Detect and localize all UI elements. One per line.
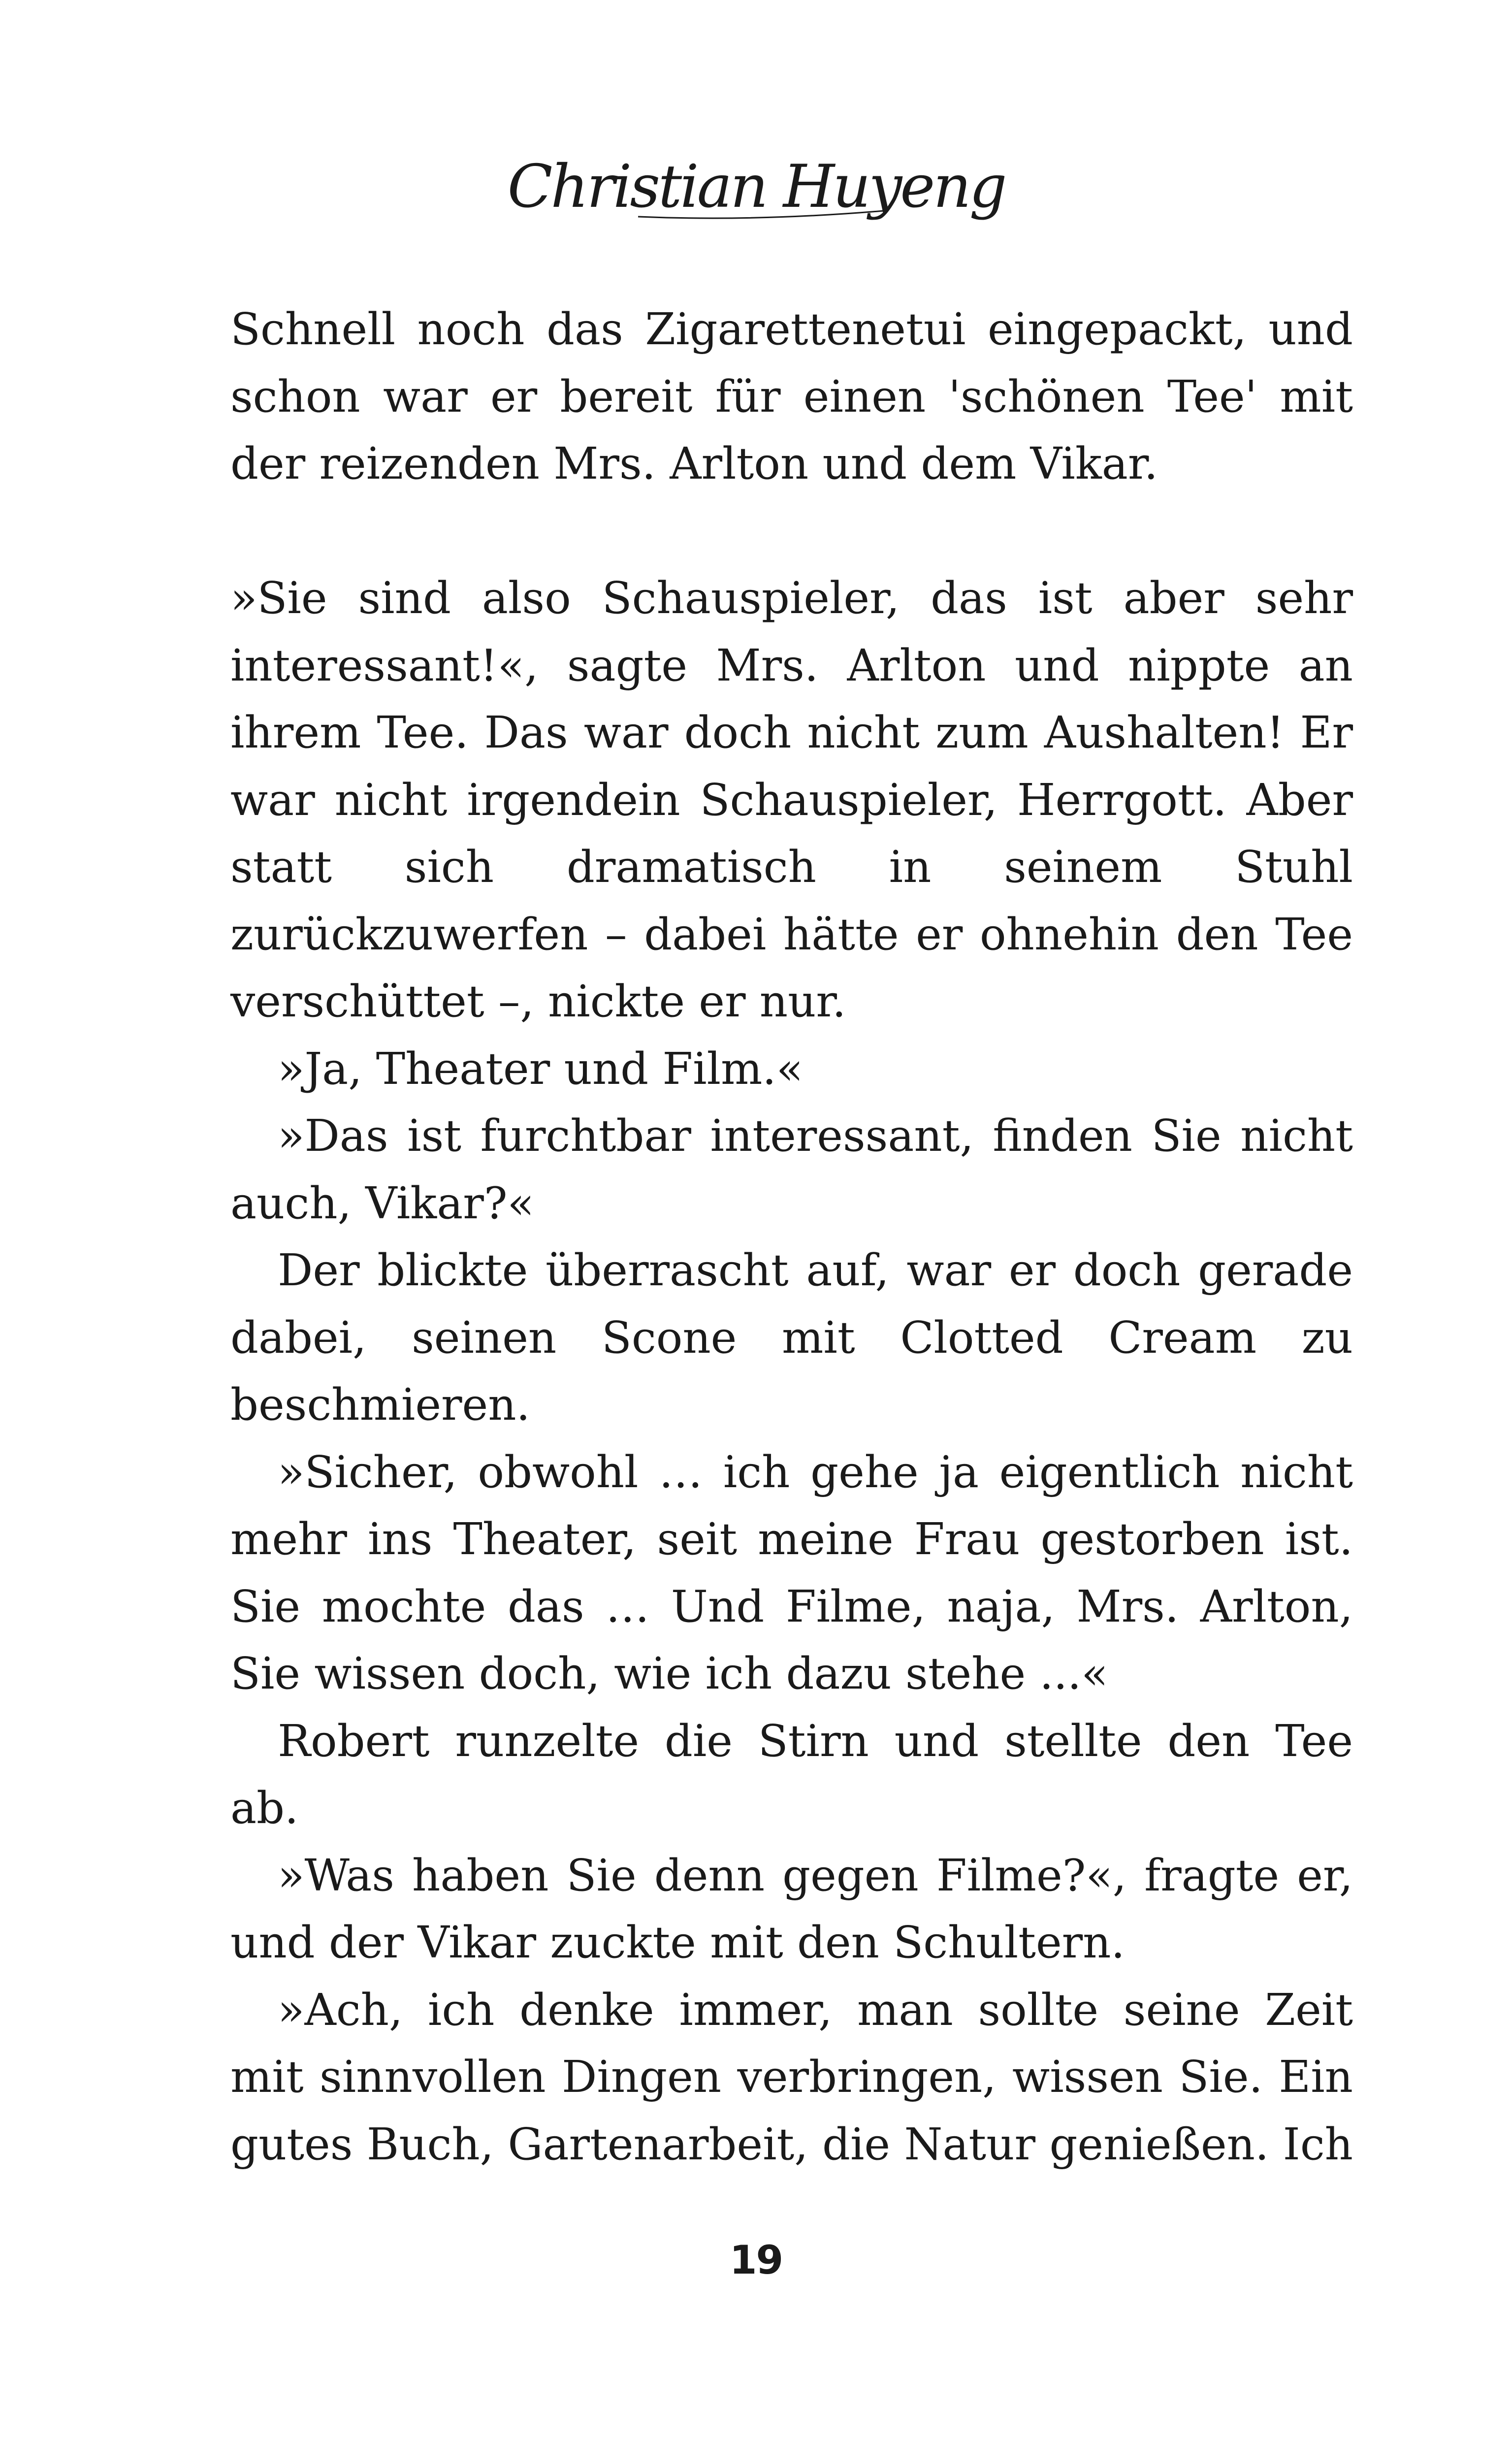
signature-logo — [507, 148, 1005, 231]
signature-text: Christian Huyeng — [507, 153, 1005, 221]
page-number: 19 — [729, 2237, 783, 2283]
paragraph-3: »Ja, Theater und Film.« — [278, 1042, 804, 1094]
page-body-text — [230, 295, 1353, 2178]
paragraph-5: Der blickte überrascht auf, war er doch gerade dabei, seinen Scone mit Clotted Cream zu beschmieren. — [230, 1244, 1353, 1430]
author-signature — [0, 148, 1512, 231]
paragraph-4: »Das ist furchtbar interessant, finden Sie nicht auch, Vikar?« — [230, 1110, 1353, 1229]
paragraph-1: Schnell noch das Zigarettenetui eingepackt, und schon war er bereit für einen 'schönen Tee' mit der reizenden Mrs. Arlton und dem Vikar. — [230, 303, 1353, 489]
paragraph-9: »Ach, ich denke immer, man sollte seine Zeit mit sinnvollen Dingen verbringen, wissen Sie. Ein gutes Buch, Gartenarbeit, die Natur genießen. Ich — [230, 1984, 1353, 2170]
paragraph-7: Robert runzelte die Stirn und stellte den Tee ab. — [230, 1715, 1353, 1833]
paragraph-8: »Was haben Sie denn gegen Filme?«, fragte er, und der Vikar zuckte mit den Schultern. — [230, 1849, 1353, 1968]
paragraph-6: »Sicher, obwohl … ich gehe ja eigentlich nicht mehr ins Theater, seit meine Frau gestorben ist. Sie mochte das … Und Filme, naja, Mrs. Arlton, Sie wissen doch, wie ich dazu stehe ...« — [230, 1446, 1353, 1699]
paragraph-2: »Sie sind also Schauspieler, das ist aber sehr interessant!«, sagte Mrs. Arlton und nippte an ihrem Tee. Das war doch nicht zum Aushalten! Er war nicht irgendein Schauspieler, Herrgott. Aber statt sich dramatisch in seinem Stuhl zurückzuwerfen – dabei hätte er ohnehin den Tee verschüttet –, nickte er nur. — [230, 572, 1353, 1027]
